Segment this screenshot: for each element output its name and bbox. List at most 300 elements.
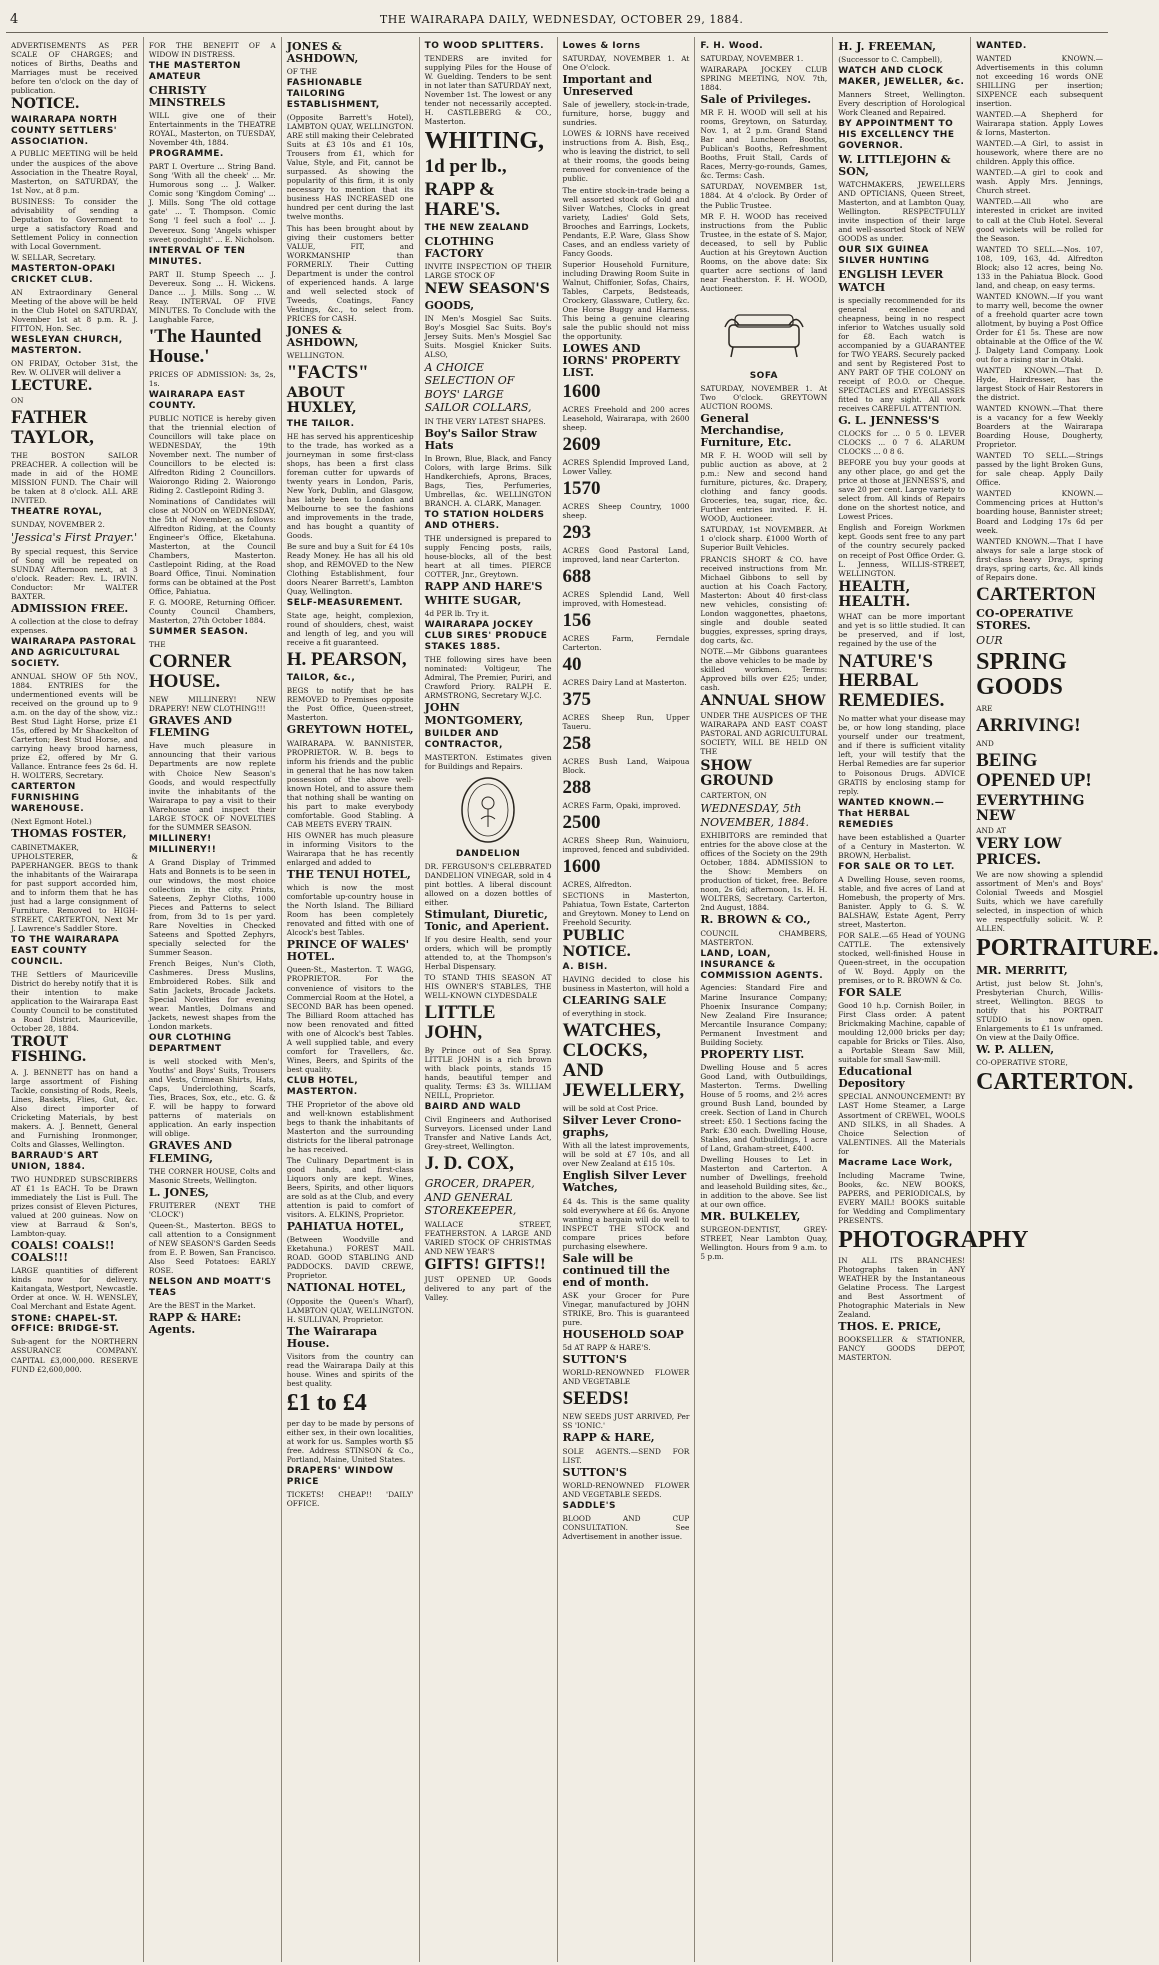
ad-body-text: (Successor to C. Campbell),	[838, 55, 943, 65]
ad-heading: CLOTHING FACTORY	[424, 235, 494, 261]
ad-heading: RAPP & HARE,	[562, 1431, 655, 1445]
ad-heading: THE TAILOR.	[286, 418, 355, 429]
column-4	[420, 37, 558, 1962]
ad-body-text: NOTE.—Mr Gibbons guarantees the above vehicles to be made by skilled workmen. Terms: Approved bills over £25; under, cash.	[700, 646, 828, 692]
ad-body-text: WANTED KNOWN.—Advertisements in this column not exceeding 16 words ONE SHILLING per insertion; SIXPENCE each subsequent insertion.	[976, 53, 1103, 109]
ad-heading: OUR CLOTHING DEPARTMENT	[148, 1033, 232, 1055]
ad-body-text: LARGE quantities of different kinds now for delivery. Kaitangata, Westport, Newcastle. Order at once. W. H. WENSLEY, Coal Merchant and Estate Agent.	[11, 1266, 138, 1312]
ad-body-text: THE BOSTON SAILOR PREACHER. A collection will be made in aid of the HOME MISSION FUND. The Chair will be taken at 8 o'clock. ALL ARE INVITED.	[11, 451, 138, 506]
ad-heading: LOWES AND IORNS' PROPERTY LIST.	[562, 342, 681, 380]
ad-body-text: EXHIBITORS are reminded that entries for the above close at the offices of the Society on the 29th October, 1884. ADMISSION to the Show: Members on production of ticket, free. Before noon, 2s 6d; afternoon, 1s. H. H. WOLTERS, Secretary. Carterton, 2nd August, 1884.	[700, 831, 828, 913]
dandelion-seal-icon	[443, 775, 533, 845]
ad-body-text: TO STAND THIS SEASON AT HIS OWNER'S STABLES, THE WELL-KNOWN CLYDESDALE	[424, 973, 552, 1001]
ad-body-text: WATCHMAKERS, JEWELLERS AND OPTICIANS, Queen Street, Masterton, and at Lambton Quay, Wellington. RESPECTFULLY invite inspection of their large and well-assorted Stock of NEW GOODS as under.	[838, 180, 966, 244]
ad-body-text: £4 4s. This is the same quality sold everywhere at £6 6s. Anyone wanting a bargain will do well to INSPECT THE STOCK and compare prices before purchasing elsewhere.	[562, 1196, 690, 1251]
ad-heading: EVERYTHING NEW	[976, 792, 1085, 824]
ad-body-text: MASTERTON. Estimates given for Buildings and Repairs.	[424, 752, 552, 771]
illustration	[700, 297, 827, 382]
ad-heading: 293	[562, 522, 591, 544]
ad-heading: THEATRE ROYAL,	[11, 507, 103, 518]
ad-body-text: ON	[11, 396, 24, 406]
ad-body-text: (Next Egmont Hotel.)	[11, 817, 92, 827]
ad-heading: CLUB HOTEL, MASTERTON.	[286, 1075, 359, 1097]
ad-heading: 375	[562, 689, 591, 711]
ad-heading: CHRISTY MINSTRELS	[148, 84, 226, 110]
ad-heading: 2609	[562, 434, 601, 456]
ad-heading: £1 to £4	[286, 1389, 367, 1416]
ad-heading: A CHOICE SELECTION OF BOYS' LARGE SAILOR COLLARS,	[424, 361, 532, 415]
ad-heading: ADMISSION FREE.	[11, 602, 129, 616]
ad-body-text: WALLACE STREET, FEATHERSTON. A LARGE AND VARIED STOCK OF CHRISTMAS AND NEW YEAR'S	[424, 1219, 552, 1256]
ad-heading: 1d per lb.,	[424, 156, 507, 178]
ad-heading: BARRAUD'S ART UNION, 1884.	[11, 1151, 99, 1172]
ad-heading: PROPERTY LIST.	[700, 1047, 805, 1061]
ad-heading: HEALTH, HEALTH.	[838, 578, 911, 610]
ad-heading: NATIONAL HOTEL,	[286, 1281, 406, 1295]
ad-body-text: BOOKSELLER & STATIONER, FANCY GOODS DEPOT, MASTERTON.	[838, 1335, 966, 1363]
ad-body-text: Queen-St., Masterton. T. WAGG, PROPRIETOR. For the convenience of visitors to the Commercial Room at the Hotel, a SECOND BAR has been opened. The Billiard Room attached has now been renovated and fitted with one of Alcock's best Tables. A well supplied table, and every comfort for Travellers, &c. Wines, Beers, and Spirits of the best quality.	[286, 965, 414, 1074]
ad-body-text: Sub-agent for the NORTHERN ASSURANCE COMPANY. CAPITAL £3,000,000. RESERVE FUND £2,600,000.	[11, 1337, 138, 1374]
ad-heading: CARTERTON FURNISHING WAREHOUSE.	[11, 782, 85, 815]
ad-body-text: SECTIONS in Masterton, Pahiatua, Town Estate, Carterton and Greytown. Money to Lend on Freehold Security.	[562, 891, 690, 928]
ad-body-text: SATURDAY, NOVEMBER 1. At One O'clock.	[562, 53, 690, 72]
ad-heading: FATHER TAYLOR,	[11, 407, 94, 449]
ad-body-text: TENDERS are invited for supplying Piles for the House of W. Guelding. Tenders to be sent in not later than SATURDAY next, November 1st. The lowest or any tender not necessarily accepted. H. CASTLEBERG & CO., Masterton.	[424, 53, 552, 127]
ad-heading: OUR	[976, 633, 1003, 647]
ad-heading: SHOW GROUND	[700, 757, 774, 789]
ad-heading: Macrame Lace Work,	[838, 1157, 953, 1168]
ad-heading: PRINCE OF WALES' HOTEL.	[286, 938, 410, 964]
ad-body-text: A Grand Display of Trimmed Hats and Bonnets is to be seen in our windows, the most choice collection in the city. Prints, Sateens, Zephyr Cloths, 1000 Pieces and Patterns to select from, from 3d to 1s per yard. Rare Novelties in Checked Sateens and Spotted Zephyrs, specially selected for the Summer Season.	[148, 857, 276, 957]
ad-body-text: Civil Engineers and Authorised Surveyors. Licensed under Land Transfer and Native Lands Act, Grey-street, Wellington.	[424, 1115, 552, 1152]
ad-body-text: FOR SALE.—65 Head of YOUNG CATTLE. The extensively stocked, well-finished House in Queen-street, in the occupation of W. Boyd. Apply on the premises, or to R. BROWN & Co.	[838, 930, 966, 985]
ad-body-text: MR F. H. WOOD will sell by public auction as above, at 2 p.m.: New and second hand furniture, pictures, &c. Drapery, clothing and fancy goods. Groceries, tea, sugar, rice, &c. Further entries invited. F. H. WOOD, Auctioneer.	[700, 451, 828, 524]
ad-heading: WAIRARAPA JOCKEY CLUB SIRES' PRODUCE STAKES 1885.	[424, 620, 548, 653]
ad-body-text: ACRES Freehold and 200 acres Leasehold, Wairarapa, with 2600 sheep.	[562, 405, 690, 433]
ad-body-text: which is now the most comfortable up-country house in the North Island. The Billiard Room has been completely renovated and fitted with one of Alcock's best Tables.	[286, 883, 414, 938]
ad-body-text: SATURDAY, NOVEMBER 1st, 1884. At 4 o'clock. By Order of the Public Trustee.	[700, 182, 828, 210]
ad-body-text: Dwelling House and 5 acres Good Land, with Outbuildings, Masterton. Terms. Dwelling House of 5 rooms, and 2½ acres ground Bush Land, bounded by creek. Section of Land in Church street: £50. 1 Sections facing the Park: £30 each. Dwelling House, Stables, and Outbuildings, 1 acre of Land, Graham-street, £400.	[700, 1062, 828, 1154]
ad-body-text: IN THE VERY LATEST SHAPES.	[424, 416, 546, 426]
ad-body-text: WANTED.—All who are interested in cricket are invited to call at the Club Hotel. Several good wickets will be rolled for the Season.	[976, 197, 1103, 243]
ad-body-text: Be sure and buy a Suit for £4 10s Ready Money. He has all his old shop, and REMOVED to the New Clothing Establishment, four doors Nearer Barrett's, Lambton Quay, Wellington.	[286, 542, 414, 597]
ad-heading: J. D. COX,	[424, 1153, 514, 1175]
ad-body-text: BEFORE you buy your goods at any other place, go and get the price at those at JENNESS'S, and save 20 per cent. Large variety to select from. All kinds of Repairs done on the shortest notice, and Lowest Prices.	[838, 458, 966, 522]
ad-body-text: THE CORNER HOUSE, Colts and Masonic Streets, Wellington.	[148, 1166, 276, 1185]
ad-body-text: AND	[976, 738, 994, 748]
ad-body-text: CARTERTON, ON	[700, 791, 767, 801]
ad-heading: A. BISH.	[562, 962, 608, 973]
ad-body-text: SPECIAL ANNOUNCEMENT! BY LAST Home Steamer, a Large Assortment of CREWEL, WOOLS AND SILKS, in all Shades. A Choice Selection of VALENTINES. All the Materials for	[838, 1092, 966, 1156]
ad-heading: NELSON AND MOATT'S TEAS	[148, 1277, 272, 1299]
ad-heading: BY APPOINTMENT TO HIS EXCELLENCY THE GOVERNOR.	[838, 119, 955, 152]
ad-body-text: TICKETS! CHEAP!! 'DAILY' OFFICE.	[286, 1490, 414, 1509]
ad-heading: English Silver Lever Watches,	[562, 1169, 687, 1195]
ad-body-text: A collection at the close to defray expenses.	[11, 617, 138, 636]
ad-body-text: SOLE AGENTS.—SEND FOR LIST.	[562, 1446, 690, 1465]
ad-body-text: ADVERTISEMENTS AS PER SCALE OF CHARGES; and notices of Births, Deaths and Marriages must be received before ten o'clock on the day of publication.	[11, 41, 138, 96]
ad-body-text: THE Proprietor of the above old and well-known establishment begs to thank the inhabitants of Masterton and the surrounding districts for the liberal patronage he has received.	[286, 1099, 414, 1154]
ad-heading: SEEDS!	[562, 1388, 630, 1410]
ad-heading: WAIRARAPA EAST COUNTY.	[148, 389, 246, 411]
ad-heading: MR. MERRITT,	[976, 963, 1068, 977]
masthead-title: THE WAIRARAPA DAILY, WEDNESDAY, OCTOBER 29, 1884.	[379, 12, 744, 26]
ad-heading: 688	[562, 566, 591, 588]
ad-body-text: ACRES Bush Land, Waipoua Block.	[562, 757, 690, 776]
ad-heading: 'The Haunted House.'	[148, 325, 262, 367]
ad-heading: Important and Unreserved	[562, 73, 653, 99]
ad-heading: TO WOOD SPLITTERS.	[424, 41, 545, 51]
ad-body-text: AN Extraordinary General Meeting of the above will be held in the Club Hotel on SATURDAY, November 1st at 8 p.m. R. J. FITTON, Hon. Sec.	[11, 287, 138, 333]
ad-body-text: Visitors from the country can read the Wairarapa Daily at this house. Wines and spirits of the best quality.	[286, 1351, 414, 1388]
ad-body-text: INVITE INSPECTION OF THEIR LARGE STOCK OF	[424, 262, 552, 281]
ad-heading: COALS! COALS!! COALS!!!	[11, 1239, 115, 1265]
ad-body-text: DR. FERGUSON'S CELEBRATED DANDELION VINEGAR, sold in 4 pint bottles. A liberal discount allowed on a dozen bottles of either.	[424, 861, 552, 907]
ad-heading: 40	[562, 654, 582, 676]
ad-body-text: 4d PER lb. Try it.	[424, 609, 490, 619]
ad-heading: LECTURE.	[11, 377, 93, 394]
ad-body-text: ACRES Splendid Improved Land, Lower Valley.	[562, 458, 690, 477]
ad-body-text: French Beiges, Nun's Cloth, Cashmeres. Dress Muslins, Embroidered Robes. Silk and Satin Jackets, Brocade Jackets. Special Novelties for evening wear. Mantles, Dolmans and Jackets, newest shapes from the London markets.	[148, 959, 276, 1032]
ad-body-text: SATURDAY, 1st NOVEMBER. At 1 o'clock sharp. £1000 Worth of Superior Built Vehicles.	[700, 525, 828, 553]
ad-body-text: HIS OWNER has much pleasure in informing Visitors to the Wairarapa that he has recently enlarged and added to	[286, 830, 414, 867]
ad-heading: PHOTOGRAPHY	[838, 1226, 1029, 1253]
ad-heading: 1570	[562, 478, 601, 500]
ad-body-text: WHAT can be more important and yet is so little studied. It can be preserved, and if lost, regained by the use of the	[838, 612, 966, 649]
ad-body-text: ARE	[976, 703, 993, 713]
ad-heading: GOODS,	[424, 298, 475, 312]
ad-body-text: BLOOD AND CUP CONSULTATION. See Advertisement in another issue.	[562, 1513, 690, 1541]
ad-heading: WEDNESDAY, 5th NOVEMBER, 1884.	[700, 802, 809, 829]
ad-body-text: MR F. H. WOOD has received instructions from the Public Trustee, in the estate of S. Major, deceased, to sell by Public Auction at his Greytown Auction Rooms, on the above date: Six quarter acre sections of land near Featherston. F. H. WOOD, Auctioneer.	[700, 211, 828, 293]
ad-body-text: OF THE	[286, 67, 318, 77]
column-1	[6, 37, 144, 1962]
ad-body-text: is well stocked with Men's, Youths' and Boys' Suits, Trousers and Vests, Crimean Shirts, Hats, Caps, Underclothing, Scarfs, Ties, Braces, Sox, etc., etc. G. & F. will be happy to forward patterns of materials on application. An early inspection will oblige.	[148, 1057, 276, 1139]
ad-body-text: will be sold at Cost Price.	[562, 1104, 659, 1114]
ad-heading: CLEARING SALE	[562, 994, 667, 1008]
column-8	[971, 37, 1159, 1962]
ad-heading: 1600	[562, 381, 601, 403]
ad-heading: "FACTS"	[286, 362, 369, 384]
ad-heading: WAIRARAPA NORTH COUNTY SETTLERS' ASSOCIATION.	[11, 114, 118, 147]
ad-body-text: English and Foreign Workmen kept. Goods sent free to any part of the country securely packed on receipt of Post Office Order. G. L. Jenness, WILLIS-STREET, WELLINGTON.	[838, 523, 966, 578]
ad-body-text: Nominations of Candidates will close at NOON on WEDNESDAY, the 5th of November, as follows: Alfredton Riding, at the County Engineer's Office, Eketahuna. Masterton, at the Council Chambers, Masterton. Castlepoint Riding, at the Road Board Office, Tinui. Nomination forms can be obtained at the Post Office, Pahiatua.	[148, 496, 276, 597]
ad-body-text: WANTED KNOWN.—That I have always for sale a large stock of first-class heavy Drays, spring drays, spring carts, &c. All kinds of Repairs done.	[976, 536, 1103, 582]
ad-heading: THE TENUI HOTEL,	[286, 867, 411, 881]
ad-heading: CO-OPERATIVE STORES.	[976, 606, 1073, 632]
ad-heading: 156	[562, 610, 591, 632]
ad-body-text: ANNUAL SHOW OF 5th NOV., 1884. ENTRIES for the undermentioned events will be received on the ground up to 9 a.m. on the day of the show, viz.: Best Stud Light Horse, prize £1 15s, offered by Mr Shackelton of Carterton; Best Stud Horse, and carrying heavy brood harness, prize £2, offered by Mr G. Vallance. Entrance fees 2s 6d. H. H. WOLTERS, Secretary.	[11, 672, 138, 781]
ad-body-text: HAVING decided to close his business in Masterton, will hold a	[562, 975, 690, 994]
ad-body-text: of everything in stock.	[562, 1009, 647, 1019]
ad-heading: CARTERTON	[976, 583, 1096, 605]
ad-body-text: Have much pleasure in announcing that their various Departments are now replete with Choice New Season's Goods, and would respectfully invite the inhabitants of the Wairarapa to pay a visit to their Warehouse and inspect their LARGE STOCK OF NOVELTIES for the SUMMER SEASON.	[148, 741, 276, 832]
ad-body-text: NEW MILLINERY! NEW DRAPERY! NEW CLOTHING!!!	[148, 695, 276, 714]
ad-heading: W. LITTLEJOHN & SON,	[838, 153, 951, 179]
column-5	[558, 37, 696, 1962]
ad-body-text: A PUBLIC MEETING will be held under the auspices of the above Association in the Theatre Royal, Masterton, on SATURDAY, the 1st Nov., at 8 p.m.	[11, 149, 138, 195]
illustration-caption: SOFA	[749, 370, 778, 381]
ad-heading: WHITING,	[424, 128, 544, 155]
ad-heading: Sale will be continued till the end of month.	[562, 1251, 670, 1289]
ad-heading: Educational Depository	[838, 1065, 913, 1091]
ad-heading: JONES & ASHDOWN,	[286, 40, 359, 66]
ad-body-text: WANTED.—A girl to cook and wash. Apply Mrs. Jennings, Church street.	[976, 168, 1103, 196]
ad-heading: WAIRARAPA PASTORAL AND AGRICULTURAL SOCIETY.	[11, 637, 137, 670]
ad-body-text: CABINETMAKER, UPHOLSTERER, & PAPERHANGER. BEGS to thank the inhabitants of the Wairarapa for past support accorded him, and to inform them that he has just had a large consignment of Furniture. Removed to HIGH-STREET, CARTERTON, Next Mr J. Lawrence's Saddler Store.	[11, 842, 138, 933]
ad-heading: H. PEARSON,	[286, 649, 407, 671]
ad-body-text: WANTED TO SELL.—Strings passed by the light Broken Guns, for sale cheap. Apply Daily Office.	[976, 451, 1103, 488]
ad-body-text: SATURDAY, NOVEMBER 1. At Two O'clock. GREYTOWN AUCTION ROOMS.	[700, 383, 828, 411]
column-2	[144, 37, 282, 1962]
ad-heading: General Merchandise, Furniture, Etc.	[700, 411, 792, 450]
ad-body-text: ACRES Farm, Ferndale Carterton.	[562, 634, 690, 653]
ad-heading: W. P. ALLEN,	[976, 1042, 1055, 1056]
ad-body-text: WORLD-RENOWNED FLOWER AND VEGETABLE SEEDS.	[562, 1480, 690, 1499]
ad-heading: 'Jessica's First Prayer.'	[11, 531, 138, 545]
ad-body-text: Including Macrame Twine, Books, &c. NEW BOOKS, PAPERS, and PERIODICALS, by EVERY MAIL! BOOKS suitable for Wedding and Complimentary PRESENTS.	[838, 1170, 966, 1225]
ad-heading: RAPP AND HARE'S	[424, 580, 543, 594]
ad-heading: PAHIATUA HOTEL,	[286, 1220, 405, 1234]
ad-heading: Silver Lever Crono-graphs,	[562, 1114, 682, 1140]
ad-heading: 2500	[562, 812, 601, 834]
ad-heading: JONES & ASHDOWN,	[286, 323, 359, 349]
ad-body-text: CLOCKS for ... 0 5 0. LEVER CLOCKS ... 0 7 6. ALARUM CLOCKS ... 0 8 6.	[838, 429, 966, 457]
ad-heading: GRAVES AND FLEMING	[148, 714, 232, 740]
ad-body-text: SURGEON-DENTIST, GREY-STREET, Near Lambton Quay, Wellington. Hours from 9 a.m. to 5 p.m.	[700, 1225, 828, 1262]
ad-body-text: (Between Woodville and Eketahuna.) FOREST MAIL ROAD. GOOD STABLING AND PADDOCKS. DAVID CREWE, Proprietor.	[286, 1235, 414, 1281]
ad-body-text: (Opposite the Queen's Wharf), LAMBTON QUAY, WELLINGTON. H. SULLIVAN, Proprietor.	[286, 1296, 414, 1324]
ad-body-text: This has been brought about by giving their customers better VALUE, FIT, and WORKMANSHIP than FORMERLY. Their Cutting Department is under the control of experienced hands. A large and well selected stock of Tweeds, Coatings, Fancy Vestings, &c., to select from. PRICES for CASH.	[286, 223, 414, 323]
ad-body-text: TWO HUNDRED SUBSCRIBERS AT £1 1s EACH. To be Drawn immediately the List is Full. The prizes consist of Eleven Pictures, valued at 200 guineas. Now on view at Barraud & Son's, Lambton-quay.	[11, 1174, 138, 1239]
ad-body-text: PUBLIC NOTICE is hereby given that the triennial election of Councillors will take place on WEDNESDAY, the 19th November next. The number of Councillors to be elected is: Alfredton Riding 2 Councillors. Waiorongo Riding 2. Waiorongo Riding 2. Castlepoint Riding 3.	[148, 413, 276, 495]
ad-heading: 1600	[562, 856, 601, 878]
ad-heading: GREYTOWN HOTEL,	[286, 723, 414, 737]
ad-heading: SELF-MEASUREMENT.	[286, 598, 403, 609]
ad-body-text: WANTED KNOWN.—If you want to marry well, become the owner of a freehold quarter acre town allotment, by buying a Post Office Order for £1 5s. These are now obtainable at the Office of the W. J. Dalgety Land Company. Look out for a rising star in Otaki.	[976, 291, 1103, 364]
ad-heading: LITTLE JOHN,	[424, 1002, 496, 1044]
ad-body-text: ON FRIDAY, October 31st, the Rev. W. OLIVER will deliver a	[11, 358, 138, 377]
ad-body-text: THE undersigned is prepared to supply Fencing posts, rails, house-blocks, all of the best heart at all times. PIERCE COTTER, Jnr., Greytown.	[424, 534, 552, 580]
ad-heading: Stimulant, Diuretic, Tonic, and Aperient.	[424, 907, 550, 933]
ad-heading: FOR SALE OR TO LET.	[838, 861, 955, 872]
ad-body-text: is specially recommended for its general excellence and cheapness, being in no respect inferior to Watches usually sold for £8. Each watch is accompanied by a GUARANTEE for TWO YEARS. Securely packed and sent by Registered Post to ANY PART OF THE COLONY on receipt of P.O.O. or Cheque. SPECTACLES and EYEGLASSES fitted to any sight. All work receives CAREFUL ATTENTION.	[838, 295, 966, 413]
ad-body-text: BUSINESS: To consider the advisability of sending a Deputation to Government to urge a satisfactory Road and Settlement Policy in connection with Local Government.	[11, 196, 138, 251]
ad-heading: NEW SEASON'S	[424, 281, 550, 298]
ad-body-text: Dwelling Houses to Let in Masterton and Carterton. A number of Dwellings, freehold and leasehold Building sites, &c., in addition to the above. See list at our own office.	[700, 1155, 828, 1210]
ad-body-text: JUST OPENED UP. Goods delivered to any part of the Valley.	[424, 1275, 552, 1303]
ad-body-text: AND AT	[976, 826, 1007, 836]
ad-body-text: Queen-St., Masterton. BEGS to call attention to a Consignment of NEW SEASON'S Garden Seeds from E. P. Bowen, San Francisco. Also Seed Potatoes: EARLY ROSE.	[148, 1220, 276, 1276]
ad-heading: L. JONES,	[148, 1185, 209, 1199]
ad-body-text: WANTED TO SELL.—Nos. 107, 108, 109, 163, 4d. Alfredton Block; also 12 acres, being No. 133 in the Pahiatua Block. Good land, and cheap, on easy terms.	[976, 244, 1103, 290]
ad-heading: FASHIONABLE TAILORING ESTABLISHMENT,	[286, 78, 380, 111]
ad-body-text: BEGS to notify that he has REMOVED to Premises opposite the Post Office, Queen-street, Masterton.	[286, 686, 414, 723]
ad-body-text: HE has served his apprenticeship to the trade, has worked as a journeyman in some first-class shops, has been a first class foreman cutter for upwards of twenty years in London, Paris, New York, Dublin, and Glasgow, has lately been to London and Melbourne to see the fashions and improvements in the trade, and has bought a quantity of Goods.	[286, 431, 414, 541]
ad-body-text: A Dwelling House, seven rooms, stable, and five acres of Land at Homebush, the property of Mrs. Banister. Apply to G. S. W. BALSHAW, Estate Agent, Perry street, Masterton.	[838, 874, 966, 929]
ad-body-text: A. J. BENNETT has on hand a large assortment of Fishing Tackle, consisting of Rods, Reels, Lines, Baskets, Flies, Gut, &c. Also direct importer of Cricketing Materials, by best makers. A. J. Bennett, General and Furnishing Ironmonger, Colts and Glasses, Wellington.	[11, 1067, 138, 1149]
ad-body-text: PRICES OF ADMISSION: 3s, 2s, 1s.	[148, 369, 276, 388]
ad-heading: MR. BULKELEY,	[700, 1210, 801, 1224]
ad-heading: NOTICE.	[11, 96, 80, 113]
ad-heading: WATCHES, CLOCKS, AND JEWELLERY,	[562, 1020, 685, 1102]
ad-heading: DRAPERS' WINDOW PRICE	[286, 1466, 394, 1488]
ad-body-text: With all the latest improvements, will be sold at £7 10s, and all over New Zealand at £15 10s.	[562, 1141, 690, 1169]
ad-body-text: THE following sires have been nominated: Voltigeur, The Admiral, The Premier, Puriri, and Crawford Priory. RALPH E. ARMSTRONG, Secretary W.J.C.	[424, 655, 552, 701]
ad-heading: FOR SALE	[838, 985, 902, 999]
ad-body-text: We are now showing a splendid assortment of Men's and Boys' Colonial Tweeds and Mosgiel Suits, which we have carefully selected, in inspection of which we respectfully solicit. W. P. ALLEN.	[976, 870, 1103, 934]
ad-heading: CORNER HOUSE.	[148, 651, 232, 693]
ad-heading: GRAVES AND FLEMING,	[148, 1139, 232, 1165]
ad-heading: LAND, LOAN, INSURANCE & COMMISSION AGENTS.	[700, 948, 824, 981]
ad-heading: BUILDER AND CONTRACTOR,	[424, 728, 503, 750]
ad-heading: TO THE WAIRARAPA EAST COUNTY COUNCIL.	[11, 934, 120, 967]
ad-heading: TROUT FISHING.	[11, 1033, 87, 1066]
ad-heading: ENGLISH LEVER WATCH	[838, 268, 944, 294]
ad-heading: G. L. JENNESS'S	[838, 414, 940, 427]
ad-heading: INTERVAL OF TEN MINUTES.	[148, 245, 246, 267]
illustration	[425, 775, 552, 860]
ad-body-text: WANTED KNOWN.—Commencing prices at Hutton's boarding house, Bannister street; Board and Lodging 17s 6d per week.	[976, 489, 1103, 535]
ad-heading: WHITE SUGAR,	[424, 594, 522, 608]
ad-heading: MASTERTON-OPAKI CRICKET CLUB.	[11, 263, 116, 285]
ad-body-text: IN Men's Mosgiel Sac Suits. Boy's Mosgiel Sac Suits. Boy's Jersey Suits. Men's Mosgiel Sac Suits. Mosgiel Knicker Suits. ALSO,	[424, 313, 552, 360]
ad-heading: R. BROWN & CO.,	[700, 913, 811, 927]
ad-body-text: SUNDAY, NOVEMBER 2.	[11, 520, 105, 530]
ad-heading: THE MASTERTON AMATEUR	[148, 61, 241, 83]
ad-body-text: W. SELLAR, Secretary.	[11, 252, 96, 262]
ad-heading: PROGRAMME.	[148, 149, 224, 160]
ad-body-text: WANTED KNOWN.—That D. Hyde, Hairdresser, has the largest Stock of Hair Restorers in the district.	[976, 366, 1103, 403]
ad-heading: GIFTS! GIFTS!!	[424, 1256, 546, 1273]
ad-heading: VERY LOW PRICES.	[976, 836, 1062, 868]
ad-body-text: WELLINGTON.	[286, 351, 345, 361]
masthead-page-number: 4	[10, 11, 20, 27]
ad-body-text: ACRES Splendid Land, Well improved, with Homestead.	[562, 590, 690, 609]
ad-body-text: COUNCIL CHAMBERS, MASTERTON.	[700, 928, 828, 947]
ad-body-text: Are the BEST in the Market.	[148, 1301, 256, 1310]
ad-heading: CARTERTON.	[976, 1068, 1134, 1095]
ad-body-text: have been established a Quarter of a Century in Masterton. W. BROWN, Herbalist.	[838, 832, 966, 860]
ad-body-text: ACRES Sheep Country, 1000 sheep.	[562, 502, 690, 521]
ad-body-text: MR F. H. WOOD will sell at his rooms, Greytown, on Saturday, Nov. 1, at 2 p.m. Grand Stand Bar and Luncheon Booths, Publican's Booths, Refreshment Booths, Fruit Stall, Cards of Races, Merry-go-rounds, Games, &c. Terms: Cash.	[700, 108, 828, 181]
ad-body-text: LOWES & IORNS have received instructions from A. Bish, Esq., who is leaving the district, to sell at their rooms, the goods being removed for convenience of the public.	[562, 129, 690, 184]
ad-heading: WESLEYAN CHURCH, MASTERTON.	[11, 334, 123, 356]
ad-body-text: WILL give one of their Entertainments in the THEATRE ROYAL, Masterton, on TUESDAY, November 4th, 1884.	[148, 111, 276, 148]
ad-heading: THOS. E. PRICE,	[838, 1320, 942, 1334]
ad-heading: TAILOR, &c.,	[286, 673, 356, 684]
ad-heading: SUTTON'S	[562, 1353, 627, 1367]
ad-body-text: State age, height, complexion, round of shoulders, chest, waist and length of leg, and you will receive a fit guaranteed.	[286, 611, 414, 648]
ad-heading: PUBLIC NOTICE.	[562, 928, 632, 960]
ad-heading: BAIRD AND WALD	[424, 1102, 522, 1113]
ad-heading: THOMAS FOSTER,	[11, 827, 127, 841]
ad-body-text: The Culinary Department is in good hands, and first-class Liquors only are kept. Wines, Beers, Spirits, and other liquors are sold as at the Club, and every attention is paid to comfort of visitors. A. ELKINS, Proprietor.	[286, 1155, 414, 1220]
ad-heading: ARRIVING!	[976, 714, 1081, 736]
ad-heading: WATCH AND CLOCK MAKER, JEWELLER, &c.	[838, 66, 965, 88]
ad-body-text: WAIRARAPA JOCKEY CLUB SPRING MEETING, NOV. 7th, 1884.	[700, 65, 828, 93]
ad-body-text: Artist, just below St. John's, Presbyterian Church, Willis-street, Wellington. BEGS to notify that his PORTRAIT STUDIO is now open. Enlargements to £1 1s unframed. On view at the Daily Office.	[976, 978, 1103, 1042]
ad-body-text: Superior Household Furniture, including Drawing Room Suite in Walnut, Chiffonier, Sofas, Chairs, Tables, Carpets, Bedsteads, Crockery, Glassware, Cutlery, &c. One Horse Buggy and Harness. This being a genuine clearing sale the public should not miss the opportunity.	[562, 259, 690, 341]
ad-heading: 288	[562, 777, 591, 799]
ad-heading: NATURE'S HERBAL REMEDIES.	[838, 650, 945, 712]
ad-body-text: WAIRARAPA. W. BANNISTER, PROPRIETOR. W. B. begs to inform his friends and the public in general that he has now taken possession of the above well-known Hotel, and to assure them that nothing shall be wanting on his part to make everybody comfortable. Good Stabling. A CAB MEETS EVERY TRAIN.	[286, 738, 414, 829]
ad-body-text: PART I. Overture ... String Band. Song 'With all the cheek' ... Mr. Humorous song ... J. Walker. Comic song 'Kingdom Coming' ... J. Mills. Song 'The old cottage gate' ... T. Thompson. Comic Song 'I feel such a fool' ... J. Devereux. Song 'Angels whisper sweet goodnight' ... E. Nicholson.	[148, 162, 276, 244]
ad-body-text: ACRES Dairy Land at Masterton.	[562, 678, 687, 688]
ad-body-text: ACRES, Alfredton.	[562, 880, 632, 890]
ad-heading: JOHN MONTGOMERY,	[424, 701, 524, 727]
ad-body-text: Manners Street, Wellington. Every description of Horological Work Cleaned and Repaired.	[838, 90, 966, 118]
ad-heading: Sale of Privileges.	[700, 93, 812, 107]
ad-body-text: UNDER THE AUSPICES OF THE WAIRARAPA AND EAST COAST PASTORAL AND AGRICULTURAL SOCIETY, WILL BE HELD ON THE	[700, 711, 828, 757]
ad-heading: ANNUAL SHOW	[700, 692, 826, 709]
ad-body-text: By Prince out of Sea Spray. LITTLE JOHN is a rich brown with black points, stands 15 hands, beautiful temper and quality. Terms: £3 3s. WILLIAM NEILL, Proprietor.	[424, 1046, 552, 1101]
ad-body-text: ACRES Sheep Run, Upper Taueru.	[562, 713, 690, 732]
ad-body-text: ASK your Grocer for Pure Vinegar, manufactured by JOHN STRIKE, Bro. This is guaranteed pure.	[562, 1291, 690, 1328]
ad-heading: SPRING GOODS	[976, 649, 1067, 701]
ad-body-text: WANTED KNOWN.—That there is a vacancy for a few Weekly Boarders at the Wairarapa Boarding House, Dougherty, Proprietor.	[976, 404, 1103, 450]
ad-heading: The Wairarapa House.	[286, 1324, 378, 1350]
columns	[6, 37, 1159, 1962]
ad-heading: SUMMER SEASON.	[148, 627, 249, 638]
ad-heading: Lowes & Iorns	[562, 41, 641, 51]
ad-heading: OUR SIX GUINEA SILVER HUNTING	[838, 245, 930, 267]
ad-body-text: WORLD-RENOWNED FLOWER AND VEGETABLE	[562, 1368, 690, 1387]
ad-heading: SADDLE'S	[562, 1500, 617, 1511]
ad-body-text: ACRES Good Pastoral Land, improved, land near Carterton.	[562, 546, 690, 565]
ad-body-text: WANTED.—A Girl, to assist in housework, where there are no children. Apply this office.	[976, 139, 1103, 167]
ad-body-text: Good 10 h.p. Cornish Boiler, in First Class order. A patent Brickmaking Machine, capable of moulding 12,000 bricks per day; capable for Bricks or Tiles. Also, a Portable Steam Saw Mill, suitable for small Saw-mill.	[838, 1001, 966, 1065]
ad-body-text: WANTED.—A Shepherd for Wairarapa station. Apply Lowes & Iorns, Masterton.	[976, 110, 1103, 138]
ad-heading: TO STATION HOLDERS AND OTHERS.	[424, 510, 545, 532]
ad-heading: MILLINERY! MILLINERY!!	[148, 833, 217, 855]
column-3	[282, 37, 420, 1962]
ad-body-text: The entire stock-in-trade being a well assorted stock of Gold and Silver Watches, Clocks in great variety, Ladies' Gold Sets, Brooches and Earrings, Lockets, Pendants, E.P. Ware, Glass Show Cases, and an endless variety of Fancy Goods.	[562, 185, 690, 258]
sofa-illustration-icon	[719, 297, 809, 367]
ad-body-text: THE	[148, 640, 166, 650]
ad-body-text: By special request, this Service of Song will be repeated on SUNDAY Afternoon next, at 3 o'clock. Reader: Rev. L. IRVIN. Conductor: Mr WALTER BAXTER.	[11, 546, 138, 601]
ad-heading: SUTTON'S	[562, 1465, 627, 1479]
ad-body-text: In Brown, Blue, Black, and Fancy Colors, with large Brims. Silk Handkerchiefs, Aprons, Braces, Bags, Ties, Perfumeries, Umbrellas, &c. WELLINGTON BRANCH. A. CLARK, Manager.	[424, 453, 552, 509]
ad-body-text: ACRES Farm, Opaki, improved.	[562, 801, 681, 811]
ad-body-text: F. G. MOORE, Returning Officer. County Council Chambers, Masterton, 27th October 1884.	[148, 598, 276, 626]
ad-body-text: FRUITERER (NEXT THE 'CLOCK')	[148, 1200, 276, 1219]
ad-body-text: FRANCIS SHORT & CO. have received instructions from Mr. Michael Gibbons to sell by auction at his Coach Factory, Masterton: About 40 first-class new vehicles, consisting of: London waggonettes, phaetons, single and double seated buggies, expresses, spring drays, dog carts, &c.	[700, 554, 828, 645]
ad-heading: WANTED KNOWN.—That HERBAL REMEDIES	[838, 797, 945, 830]
ad-body-text: No matter what your disease may be, or how long standing, place yourself under our treatment, and if there is sufficient vitality left, your will testify that the Herbal Remedies are far superior to Poisonous Drugs. ADVICE GRATIS by enclosing stamp for reply.	[838, 714, 966, 796]
ad-heading: GROCER, DRAPER, AND GENERAL STOREKEEPER,	[424, 1177, 535, 1218]
ad-heading: RAPP & HARE: Agents.	[148, 1311, 242, 1337]
ad-body-text: ACRES Sheep Run, Wainuioru, improved, fenced and subdivided.	[562, 836, 690, 855]
ad-heading: HOUSEHOLD SOAP	[562, 1328, 684, 1342]
ad-body-text: NEW SEEDS JUST ARRIVED, Per SS 'IONIC.'	[562, 1412, 690, 1431]
ad-heading: WANTED.	[976, 41, 1027, 51]
ad-body-text: Agencies: Standard Fire and Marine Insurance Company; Phoenix Insurance Company; New Zealand Fire Insurance; Mercantile Insurance Company; Permanent Investment and Building Society.	[700, 983, 828, 1047]
column-6	[695, 37, 833, 1962]
ad-body-text: If you desire Health, send your orders, which will be promptly attended to, at the Thompson's Herbal Dispensary.	[424, 934, 552, 972]
ad-body-text: FOR THE BENEFIT OF A WIDOW IN DISTRESS.	[148, 41, 276, 60]
ad-body-text: per day to be made by persons of either sex, in their own localities, at work for us. Samples worth $5 free. Address STINSON & Co., Portland, Maine, United States.	[286, 1419, 414, 1465]
ad-heading: STONE: CHAPEL-ST. OFFICE: BRIDGE-ST.	[11, 1313, 120, 1335]
ad-body-text: 5d AT RAPP & HARE'S.	[562, 1343, 651, 1353]
ad-body-text: SATURDAY, NOVEMBER 1.	[700, 53, 804, 63]
ad-body-text: THE Settlers of Mauriceville District do hereby notify that it is their intention to make application to the Wairarapa East County Council to be constituted a Road District. Mauriceville, October 28, 1884.	[11, 969, 138, 1033]
ad-heading: PORTRAITURE.	[976, 935, 1159, 962]
ad-heading: H. J. FREEMAN,	[838, 40, 936, 53]
ad-body-text: (Opposite Barrett's Hotel), LAMBTON QUAY, WELLINGTON. ARE still making their Celebrated Suits at £3 10s and £1 10s, Trousers from £1, which for Value, Style, and Fit, cannot be surpassed. As showing the popularity of this firm, it is only necessary to mention that its business HAS INCREASED one hundred per cent during the last twelve months.	[286, 113, 414, 222]
ad-heading: 258	[562, 733, 591, 755]
ad-heading: BEING OPENED UP!	[976, 749, 1092, 791]
